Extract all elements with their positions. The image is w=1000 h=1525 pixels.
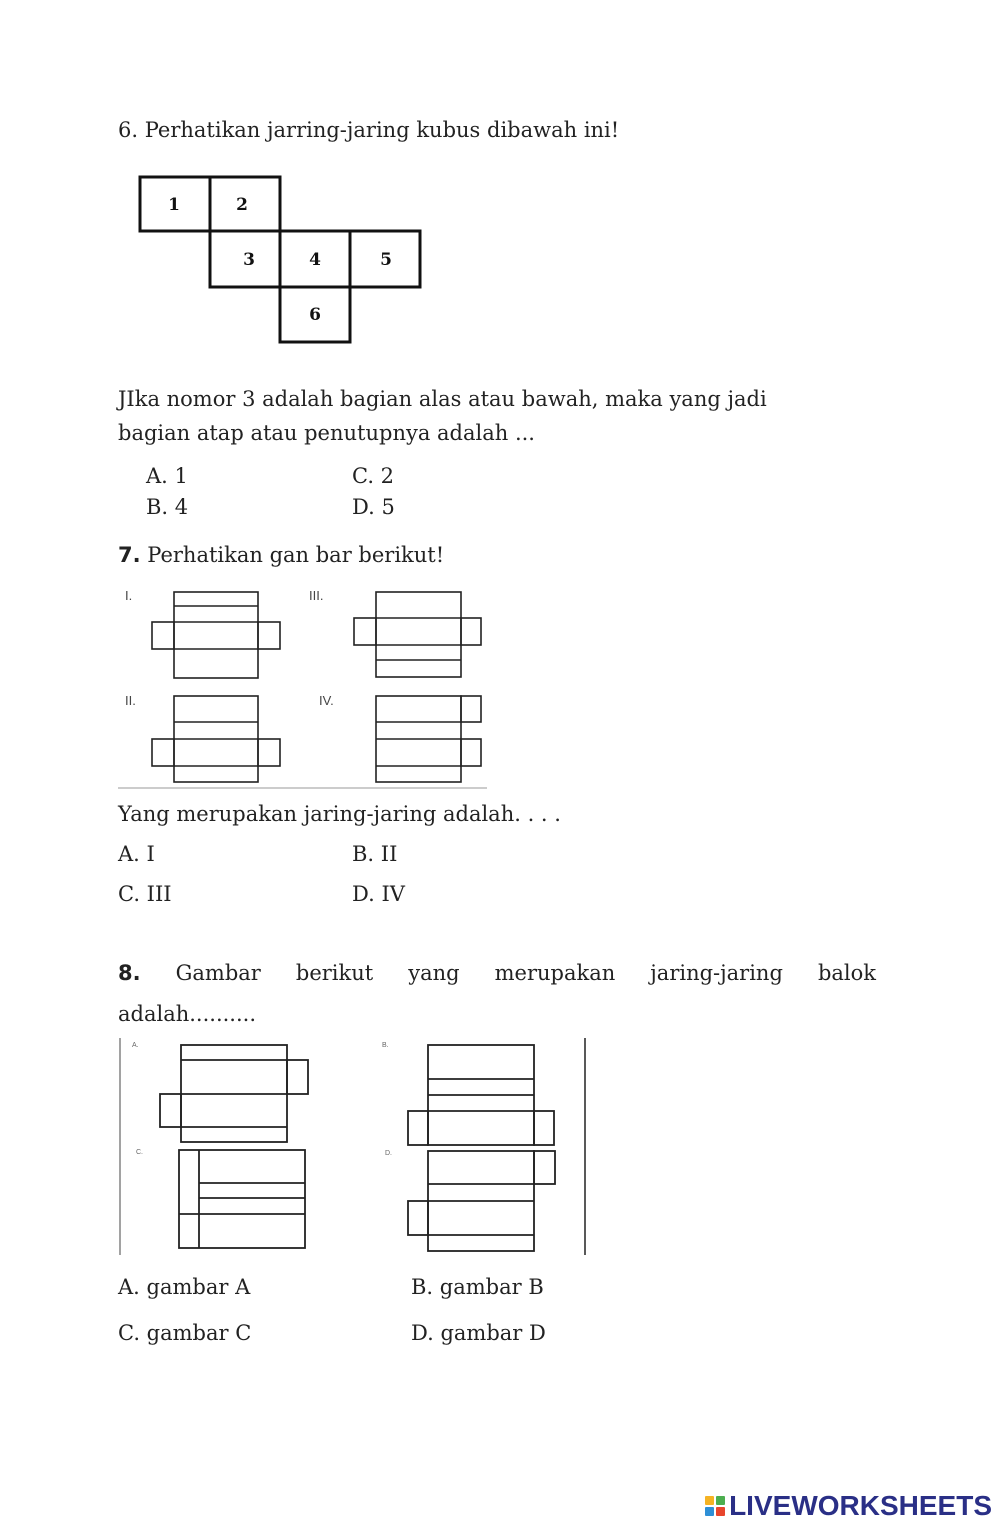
- q7-number: 7.: [118, 543, 141, 567]
- q7-figure-label: II.: [125, 693, 136, 708]
- q7-figure-1: [152, 592, 280, 678]
- q8-option-b[interactable]: B. gambar B: [411, 1275, 544, 1299]
- net-cell-3: [210, 231, 280, 287]
- logo-square: [705, 1507, 714, 1516]
- net-cell-label: 1: [168, 195, 180, 215]
- q8-word: jaring-jaring: [650, 961, 783, 985]
- q8-word: Gambar: [175, 961, 261, 985]
- net-cell-label: 4: [309, 250, 321, 270]
- q7-figure-label: IV.: [319, 693, 334, 708]
- q8-question-line2: adalah..........: [118, 1002, 256, 1026]
- q7-figures: [118, 592, 487, 788]
- q8-word: balok: [817, 961, 876, 985]
- q7-heading: [118, 542, 444, 568]
- q8-option-a[interactable]: A. gambar A: [118, 1275, 251, 1299]
- q7-option-d[interactable]: D. IV: [352, 882, 405, 906]
- net-cell-5: [350, 231, 420, 287]
- q7-option-a[interactable]: A. I: [118, 842, 155, 866]
- net-cell-2: [210, 177, 280, 231]
- net-cell-label: 2: [236, 195, 248, 215]
- q8-figures: [120, 1038, 585, 1255]
- logo-square: [705, 1496, 714, 1505]
- net-cell-6: [280, 287, 350, 342]
- q6-option-d[interactable]: D. 5: [352, 495, 395, 519]
- q7-question: Perhatikan gan bar berikut!: [147, 543, 445, 567]
- logo-square: [716, 1496, 725, 1505]
- net-cell-4: [280, 231, 350, 287]
- q8-figure-a: [160, 1045, 308, 1142]
- net-cell-label: 3: [243, 250, 255, 270]
- net-cell-1: [140, 177, 210, 231]
- q7-figure-label: III.: [309, 588, 324, 603]
- q8-option-c[interactable]: C. gambar C: [118, 1321, 252, 1345]
- q8-figure-d: [408, 1151, 555, 1251]
- q7-figure-2: [152, 696, 280, 782]
- liveworksheets-logo-icon: [705, 1496, 725, 1516]
- q6-option-c[interactable]: C. 2: [352, 464, 395, 488]
- q8-number: 8.: [118, 961, 141, 985]
- q6-option-a[interactable]: A. 1: [146, 464, 188, 488]
- q8-word: yang: [408, 961, 460, 985]
- liveworksheets-brand[interactable]: [705, 1490, 992, 1522]
- logo-square: [716, 1507, 725, 1516]
- brand-name: LIVEWORKSHEETS: [729, 1490, 992, 1521]
- q8-word: berikut: [295, 961, 374, 985]
- q8-option-d[interactable]: D. gambar D: [411, 1321, 546, 1345]
- net-cell-label: 6: [309, 305, 321, 325]
- q8-figure-label: C.: [136, 1149, 143, 1156]
- q6-question: 6. Perhatikan jarring-jaring kubus dibawah ini!: [118, 118, 620, 142]
- q8-figure-c: [179, 1150, 305, 1248]
- q8-word: merupakan: [494, 961, 616, 985]
- q8-figure-label: A.: [132, 1042, 139, 1049]
- q8-figure-b: [408, 1045, 554, 1145]
- q8-question-line1: [118, 960, 876, 988]
- q7-figure-3: [354, 592, 481, 677]
- q6-prompt-line1: JIka nomor 3 adalah bagian alas atau bawah, maka yang jadi: [118, 387, 767, 411]
- net-cell-label: 5: [380, 250, 392, 270]
- q7-prompt: Yang merupakan jaring-jaring adalah. . . .: [118, 802, 561, 826]
- q6-prompt-line2: bagian atap atau penutupnya adalah ...: [118, 421, 535, 445]
- q8-figure-label: B.: [382, 1042, 389, 1049]
- q7-figure-4: [376, 696, 481, 782]
- q7-figure-label: I.: [125, 588, 133, 603]
- q6-option-b[interactable]: B. 4: [146, 495, 189, 519]
- q7-option-b[interactable]: B. II: [352, 842, 398, 866]
- q7-option-c[interactable]: C. III: [118, 882, 172, 906]
- q8-figure-label: D.: [385, 1150, 392, 1157]
